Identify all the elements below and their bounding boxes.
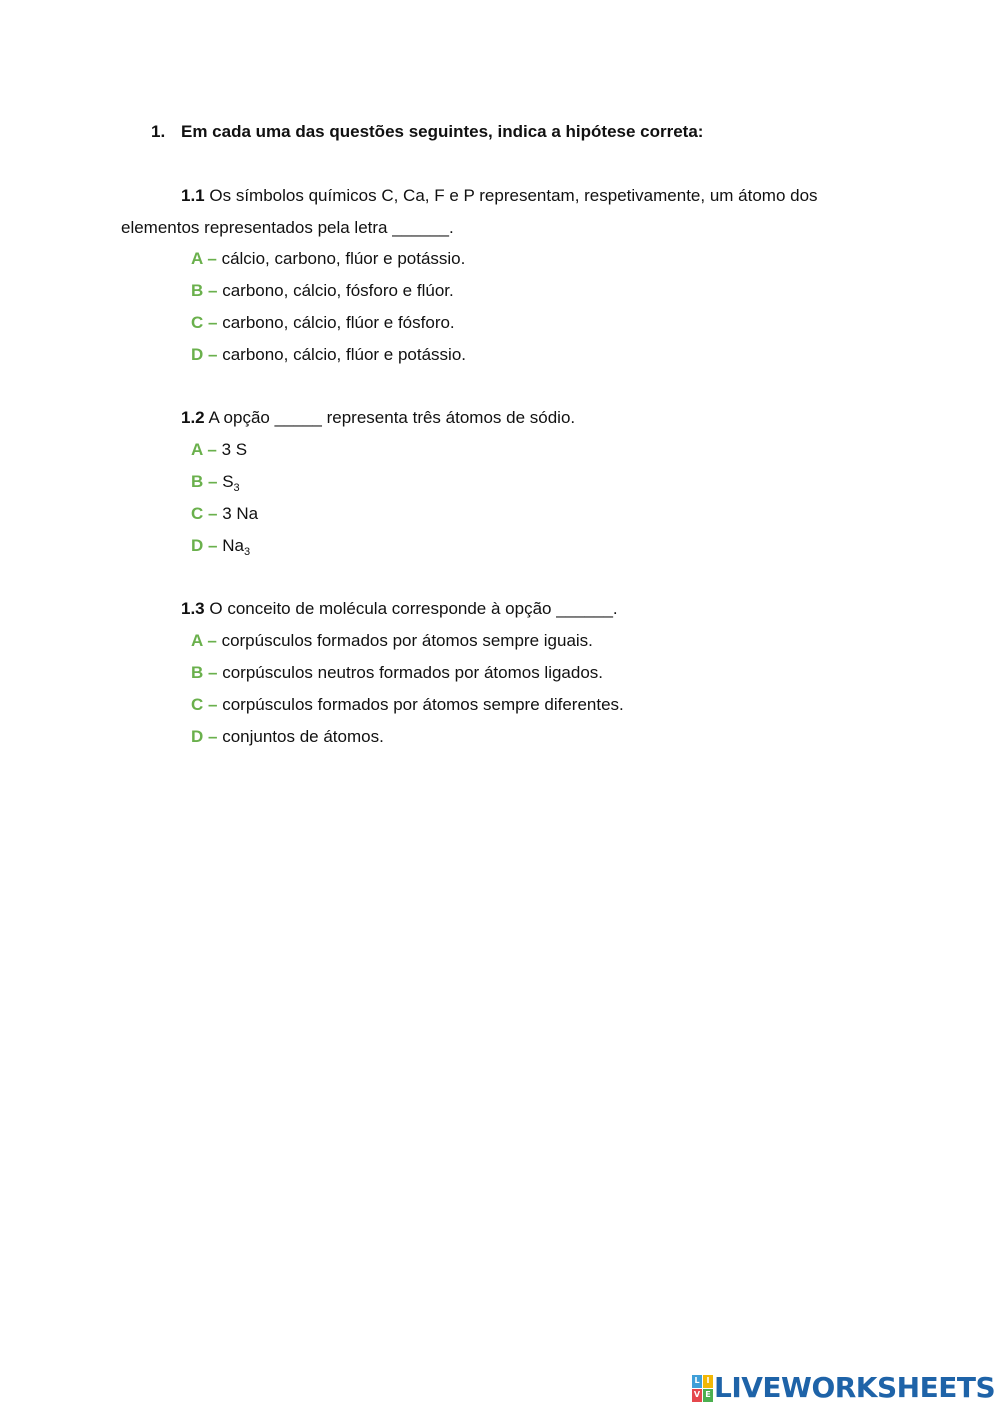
option-letter: A –: [191, 249, 217, 268]
option-text: corpúsculos neutros formados por átomos ligados.: [222, 663, 604, 682]
option-text: conjuntos de átomos.: [222, 727, 384, 746]
option-1-1-a[interactable]: [191, 248, 465, 270]
option-text: carbono, cálcio, flúor e potássio.: [222, 345, 467, 364]
logo-tile: I: [703, 1375, 713, 1388]
option-1-3-a[interactable]: [191, 630, 593, 652]
question-1-1: [121, 180, 881, 244]
option-letter: C –: [191, 695, 218, 714]
option-1-2-b[interactable]: [191, 471, 240, 493]
option-letter: B –: [191, 663, 218, 682]
option-1-1-c[interactable]: [191, 312, 455, 334]
option-subscript: 3: [243, 546, 251, 558]
option-text: carbono, cálcio, fósforo e flúor.: [222, 281, 454, 300]
section-heading-text: Em cada uma das questões seguintes, indica a hipótese correta:: [181, 122, 704, 141]
option-letter: B –: [191, 281, 218, 300]
logo-tile: L: [692, 1375, 702, 1388]
option-text: corpúsculos formados por átomos sempre iguais.: [221, 631, 593, 650]
option-subscript: 3: [233, 482, 240, 494]
option-letter: D –: [191, 727, 218, 746]
question-text: A opção _____ representa três átomos de sódio.: [208, 408, 576, 427]
option-text: Na: [222, 536, 244, 555]
logo-tile: E: [703, 1389, 713, 1402]
option-text: cálcio, carbono, flúor e potássio.: [221, 249, 466, 268]
question-text: Os símbolos químicos C, Ca, F e P representam, respetivamente, um átomo dos elementos representados pela letra ______.: [121, 186, 818, 237]
option-letter: A –: [191, 440, 217, 459]
option-1-1-b[interactable]: [191, 280, 454, 302]
liveworksheets-logo-icon: [692, 1375, 712, 1401]
section-heading: [151, 121, 703, 143]
option-letter: D –: [191, 536, 218, 555]
logo-tile: V: [692, 1389, 702, 1402]
question-number: 1.1: [181, 186, 205, 205]
liveworksheets-logo: [692, 1372, 995, 1404]
question-1-2: [121, 402, 881, 434]
section-number: 1.: [151, 122, 166, 141]
option-text: 3 S: [221, 440, 248, 459]
option-text: corpúsculos formados por átomos sempre diferentes.: [222, 695, 624, 714]
option-1-2-d[interactable]: [191, 535, 250, 557]
liveworksheets-logo-text: LIVEWORKSHEETS: [714, 1371, 996, 1404]
option-1-2-a[interactable]: [191, 439, 247, 461]
option-letter: B –: [191, 472, 218, 491]
option-1-3-b[interactable]: [191, 662, 603, 684]
question-number: 1.3: [181, 599, 205, 618]
option-letter: A –: [191, 631, 217, 650]
question-number: 1.2: [181, 408, 205, 427]
option-text: S: [222, 472, 234, 491]
option-1-1-d[interactable]: [191, 344, 466, 366]
option-1-3-c[interactable]: [191, 694, 624, 716]
option-1-2-c[interactable]: [191, 503, 258, 525]
option-1-3-d[interactable]: [191, 726, 384, 748]
option-text: 3 Na: [222, 504, 259, 523]
option-letter: D –: [191, 345, 218, 364]
question-text: O conceito de molécula corresponde à opção ______.: [209, 599, 618, 618]
option-letter: C –: [191, 313, 218, 332]
question-1-3: [121, 593, 881, 625]
option-text: carbono, cálcio, flúor e fósforo.: [222, 313, 455, 332]
option-letter: C –: [191, 504, 218, 523]
